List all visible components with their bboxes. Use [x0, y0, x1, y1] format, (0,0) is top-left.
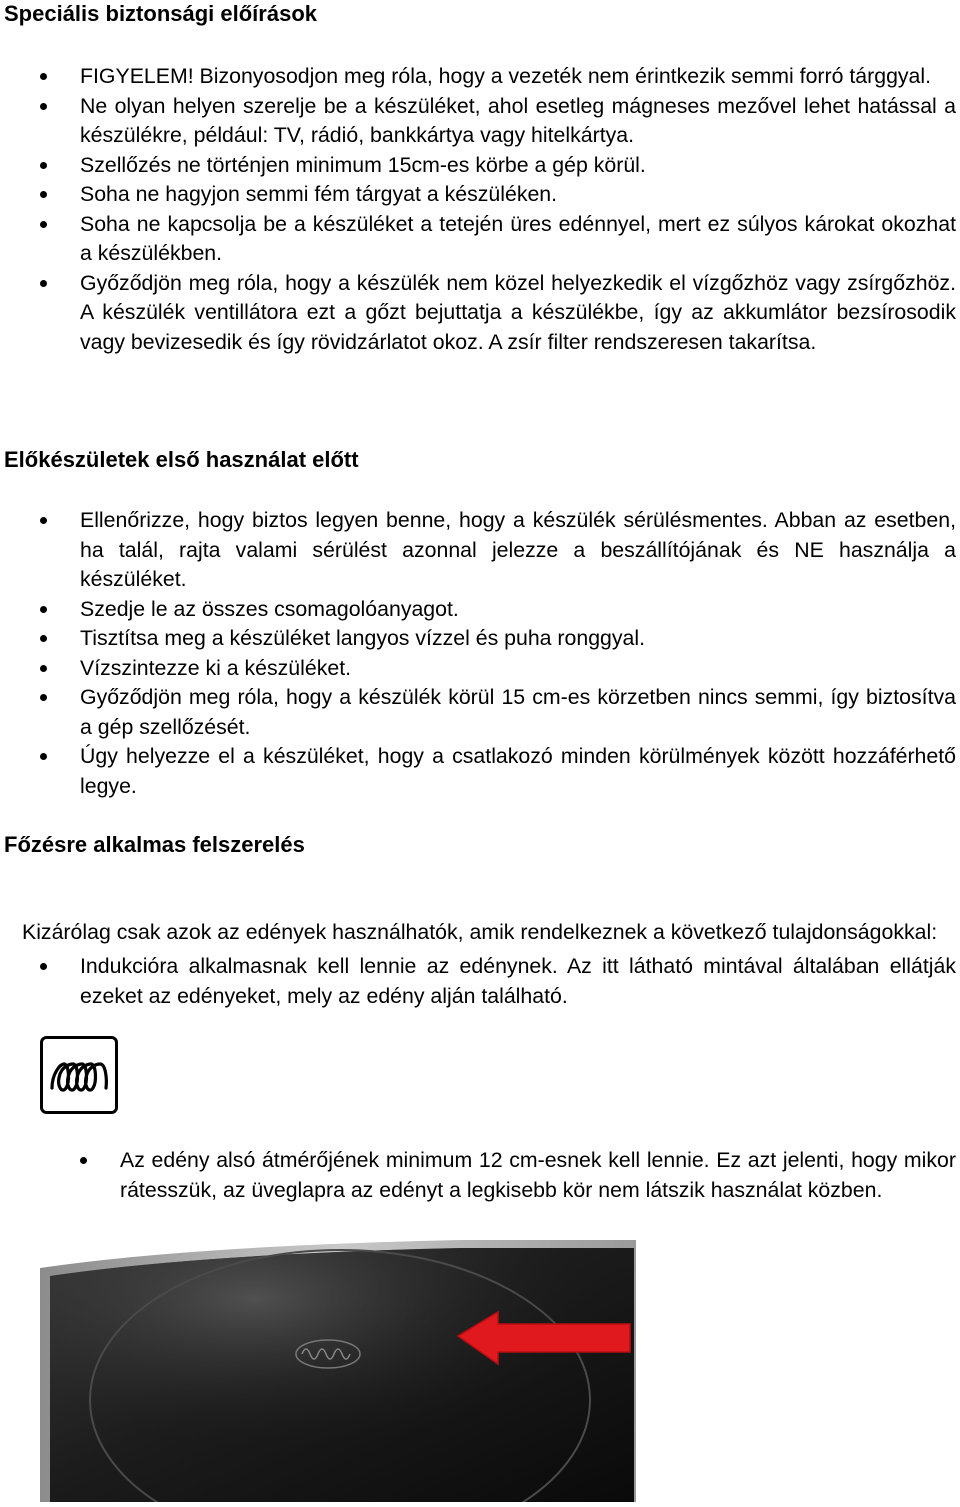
list-item: Győződjön meg róla, hogy a készülék nem közel helyezkedik el vízgőzhöz vagy zsírgőzhöz. A készülék ventillátora ezt a gőzt bejuttatja a készülékbe, így az akkumlátor bezsírosodik vagy bevizesedik és így rövidzárlatot okoz. A zsír filter rendszeresen takarítsa. [0, 269, 960, 358]
bullet [80, 1157, 87, 1164]
section-heading-preparation: Előkészületek első használat előtt [4, 447, 359, 472]
list-item: Szellőzés ne történjen minimum 15cm-es körbe a gép körül. [0, 151, 960, 181]
bullet [40, 191, 47, 198]
bullet [40, 73, 47, 80]
bullet [40, 221, 47, 228]
list-item: Az edény alsó átmérőjének minimum 12 cm-esnek kell lennie. Ez azt jelenti, hogy mikor rátesszük, az üveglapra az edényt a legkisebb kör nem látszik használat közben. [40, 1146, 960, 1205]
induction-coil-icon [40, 1036, 118, 1114]
bullet [40, 963, 47, 970]
bullet [40, 103, 47, 110]
cookware-list-2 [40, 1146, 960, 1205]
safety-list [0, 62, 960, 357]
bullet [40, 162, 47, 169]
section-heading-cookware: Főzésre alkalmas felszerelés [4, 832, 305, 857]
list-item: Szedje le az összes csomagolóanyagot. [0, 595, 960, 625]
list-item: Tisztítsa meg a készüléket langyos vízzel és puha ronggyal. [0, 624, 960, 654]
bullet [40, 517, 47, 524]
bullet [40, 280, 47, 287]
bullet [40, 635, 47, 642]
section-heading-safety: Speciális biztonsági előírások [4, 1, 317, 26]
list-item: Ellenőrizze, hogy biztos legyen benne, hogy a készülék sérülésmentes. Abban az esetben, ha talál, rajta valami sérülést azonnal jelezze a beszállítójának és NE használja a készüléket. [0, 506, 960, 595]
induction-hob-photo [40, 1240, 636, 1502]
list-item: Úgy helyezze el a készüléket, hogy a csatlakozó minden körülmények között hozzáférhető legye. [0, 742, 960, 801]
bullet [40, 694, 47, 701]
bullet [40, 665, 47, 672]
bullet [40, 606, 47, 613]
list-item: Indukcióra alkalmasnak kell lennie az edénynek. Az itt látható mintával általában ellátják ezeket az edényeket, mely az edény alján található. [0, 952, 960, 1011]
cookware-intro: Kizárólag csak azok az edények használhatók, amik rendelkeznek a következő tulajdonságokkal: [22, 920, 938, 944]
list-item: FIGYELEM! Bizonyosodjon meg róla, hogy a vezeték nem érintkezik semmi forró tárggyal. [0, 62, 960, 92]
list-item: Ne olyan helyen szerelje be a készüléket, ahol esetleg mágneses mezővel lehet hatással a készülékre, például: TV, rádió, bankkártya vagy hitelkártya. [0, 92, 960, 151]
bullet [40, 753, 47, 760]
list-item: Győződjön meg róla, hogy a készülék körül 15 cm-es körzetben nincs semmi, így biztosítva a gép szellőzését. [0, 683, 960, 742]
preparation-list [0, 506, 960, 801]
cookware-list [0, 952, 960, 1011]
list-item: Vízszintezze ki a készüléket. [0, 654, 960, 684]
list-item: Soha ne hagyjon semmi fém tárgyat a készüléken. [0, 180, 960, 210]
list-item: Soha ne kapcsolja be a készüléket a tetején üres edénnyel, mert ez súlyos károkat okozhat a készülékben. [0, 210, 960, 269]
